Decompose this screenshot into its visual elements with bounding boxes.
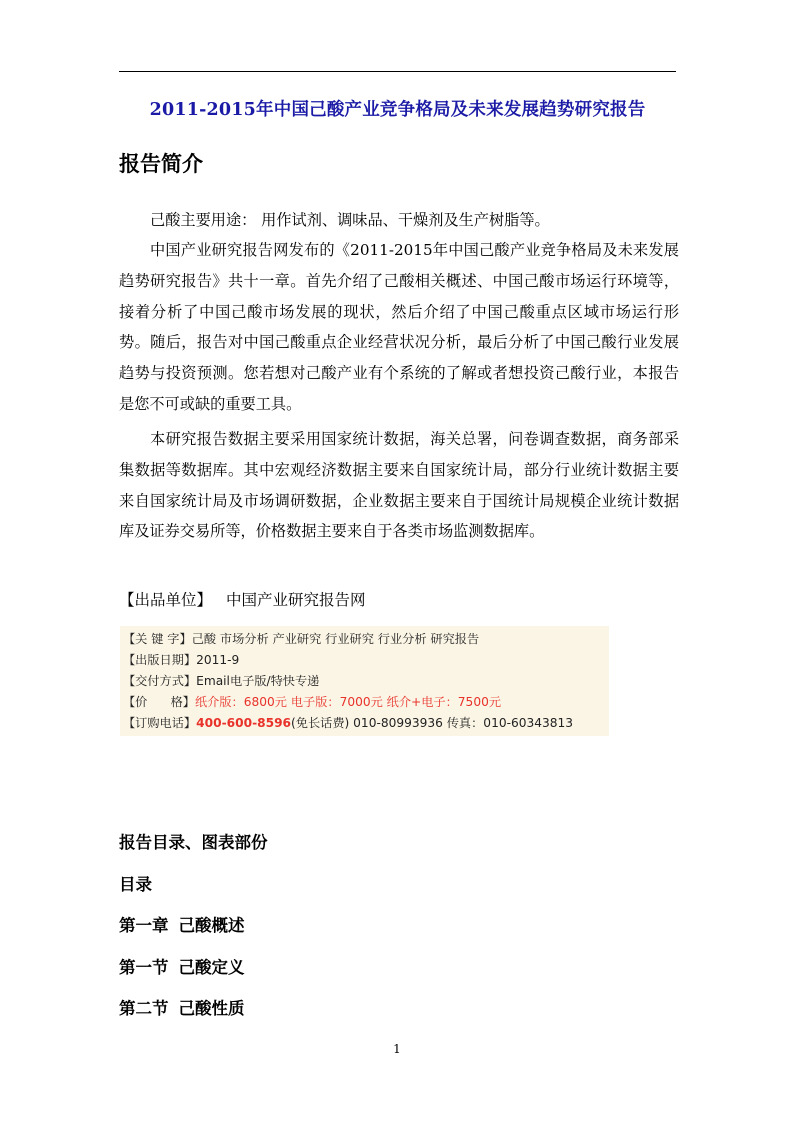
publisher-line (119, 588, 366, 610)
toc-section-heading: 报告目录、图表部份 (119, 833, 268, 852)
info-value: 2011-9 (196, 653, 240, 667)
info-value: 己酸 市场分析 产业研究 行业研究 行业分析 研究报告 (191, 632, 480, 646)
info-label: 【关 键 字】 (123, 632, 192, 646)
toc-entry-title: 己酸性质 (178, 999, 245, 1018)
info-row-delivery (123, 671, 319, 691)
price-value: 纸介版：6800元 电子版：7000元 纸介+电子：7500元 (195, 695, 502, 709)
toc-entry-number: 第一节 (119, 958, 169, 977)
info-value: Email电子版/特快专递 (196, 674, 320, 688)
page-number: 1 (393, 1042, 401, 1056)
publisher-label: 【出品单位】 (119, 591, 213, 609)
intro-paragraph-sources (119, 424, 679, 547)
info-row-keywords (123, 629, 479, 649)
intro-paragraph-usage (119, 205, 679, 236)
toc-entry-number: 第二节 (119, 999, 169, 1018)
report-title: 2011-2015年中国己酸产业竞争格局及未来发展趋势研究报告 (149, 100, 646, 120)
info-label: 【交付方式】 (123, 674, 197, 688)
info-row-date (123, 650, 239, 670)
toc-entry-title: 己酸定义 (178, 958, 245, 977)
toc-entry (119, 912, 245, 936)
info-row-price (123, 692, 501, 712)
intro-paragraph-overview (119, 235, 679, 420)
info-label: 【订购电话】 (123, 716, 197, 730)
hotline-number: 400-600-8596 (196, 716, 292, 730)
paragraph-text: 中国产业研究报告网发布的《2011-2015年中国己酸产业竞争格局及未来发展趋势研究报告》共十一章。首先介绍了己酸相关概述、中国己酸市场运行环境等，接着分析了中国己酸市场发展的现状，然后介绍了中国己酸重点区域市场运行形势。随后，报告对中国己酸重点企业经营状况分析，最后分析了中国己酸行业发展趋势与投资预测。您若想对己酸产业有个系统的了解或者想投资己酸行业，本报告是您不可或缺的重要工具。 (119, 241, 679, 413)
toc-entry-title: 己酸概述 (178, 916, 245, 935)
paragraph-text: 本研究报告数据主要采用国家统计数据，海关总署，问卷调查数据，商务部采集数据等数据库。其中宏观经济数据主要来自国家统计局，部分行业统计数据主要来自国家统计局及市场调研数据，企业数据主要来自于国统计局规模企业统计数据库及证券交易所等，价格数据主要来自于各类市场监测数据库。 (119, 430, 679, 541)
info-label: 【出版日期】 (123, 653, 197, 667)
phone-details: (免长话费) 010-80993936 传真：010-60343813 (291, 716, 574, 730)
toc-entry-number: 第一章 (119, 916, 169, 935)
info-row-phone (123, 713, 573, 733)
toc-entry (119, 995, 245, 1019)
toc-entry (119, 954, 245, 978)
intro-heading: 报告简介 (119, 151, 203, 176)
info-label: 【价 格】 (123, 695, 195, 709)
product-info-box (120, 626, 609, 736)
paragraph-text: 己酸主要用途： 用作试剂、调味品、干燥剂及生产树脂等。 (150, 211, 550, 229)
header-rule (119, 71, 676, 72)
toc-label: 目录 (119, 875, 152, 894)
publisher-value: 中国产业研究报告网 (226, 591, 366, 609)
